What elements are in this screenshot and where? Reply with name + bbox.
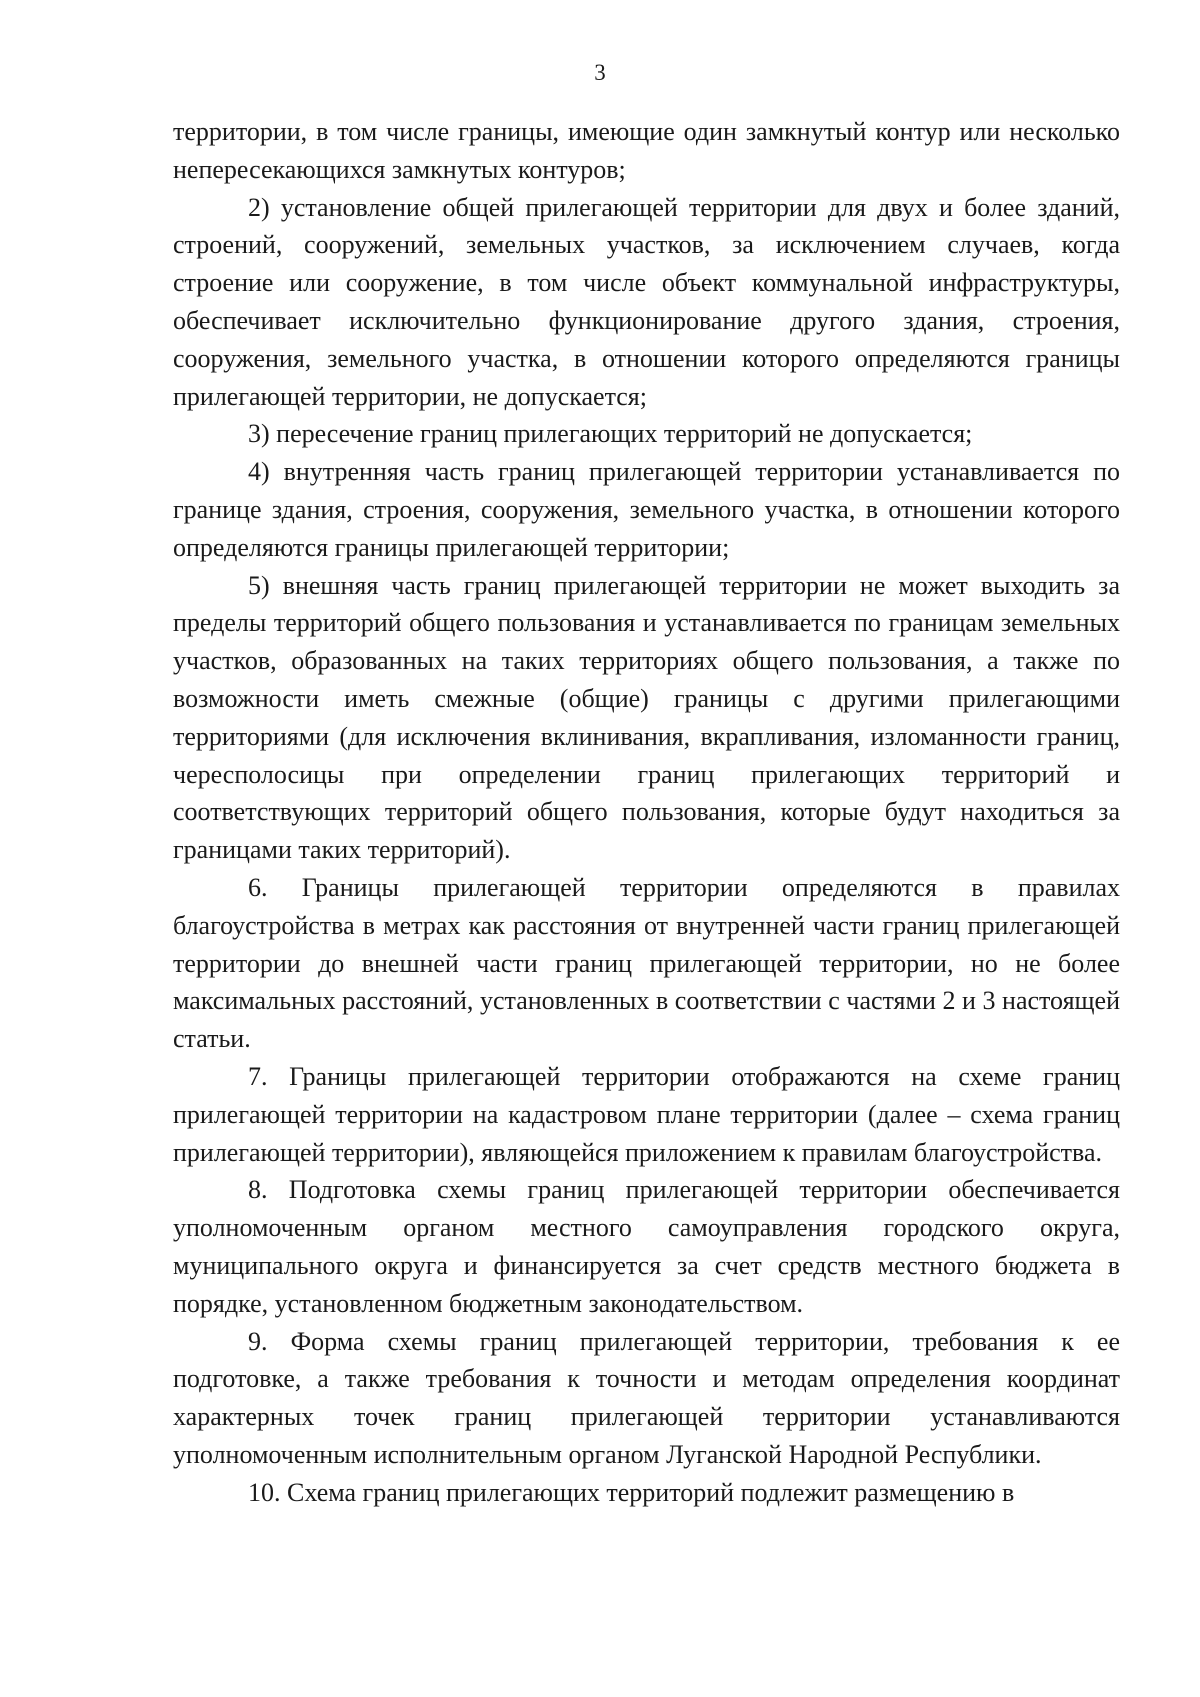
paragraph-section-7: 7. Границы прилегающей территории отображаются на схеме границ прилегающей территории на кадастровом плане территории (далее – схема границ прилегающей территории), являющейся приложением к правилам благоустройства.: [173, 1061, 1120, 1167]
paragraph-continuation: территории, в том числе границы, имеющие один замкнутый контур или несколько непересекающихся замкнутых контуров;: [173, 117, 1120, 184]
paragraph-item-5: 5) внешняя часть границ прилегающей территории не может выходить за пределы территорий общего пользования и устанавливается по границам земельных участков, образованных на таких территориях общего пользования, а также по возможности иметь смежные (общие) границы с другими прилегающими территориями (для исключения вклинивания, вкрапливания, изломанности границ, чересполосицы при определении границ прилегающих территорий и соответствующих территорий общего пользования, которые будут находиться за границами таких территорий).: [173, 570, 1120, 865]
paragraph-section-9: 9. Форма схемы границ прилегающей территории, требования к ее подготовке, а также требования к точности и методам определения координат характерных точек границ прилегающей территории устанавливаются уполномоченным исполнительным органом Луганской Народной Республики.: [173, 1326, 1120, 1469]
paragraph-section-10: 10. Схема границ прилегающих территорий подлежит размещению в: [248, 1477, 1015, 1507]
paragraph-item-3: 3) пересечение границ прилегающих территорий не допускается;: [248, 419, 973, 449]
page-number: 3: [594, 60, 606, 85]
paragraph-item-2: 2) установление общей прилегающей территории для двух и более зданий, строений, сооружений, земельных участков, за исключением случаев, когда строение или сооружение, в том числе объект коммунальной инфраструктуры, обеспечивает исключительно функционирование другого здания, строения, сооружения, земельного участка, в отношении которого определяются границы прилегающей территории, не допускается;: [173, 192, 1120, 411]
paragraph-item-4: 4) внутренняя часть границ прилегающей территории устанавливается по границе здания, строения, сооружения, земельного участка, в отношении которого определяются границы прилегающей территории;: [173, 457, 1120, 562]
document-body: [173, 113, 1120, 1511]
paragraph-section-8: 8. Подготовка схемы границ прилегающей территории обеспечивается уполномоченным органом местного самоуправления городского округа, муниципального округа и финансируется за счет средств местного бюджета в порядке, установленном бюджетным законодательством.: [173, 1175, 1120, 1318]
paragraph-section-6: 6. Границы прилегающей территории определяются в правилах благоустройства в метрах как расстояния от внутренней части границ прилегающей территории до внешней части границ прилегающей территории, но не более максимальных расстояний, установленных в соответствии с частями 2 и 3 настоящей статьи.: [173, 872, 1120, 1054]
